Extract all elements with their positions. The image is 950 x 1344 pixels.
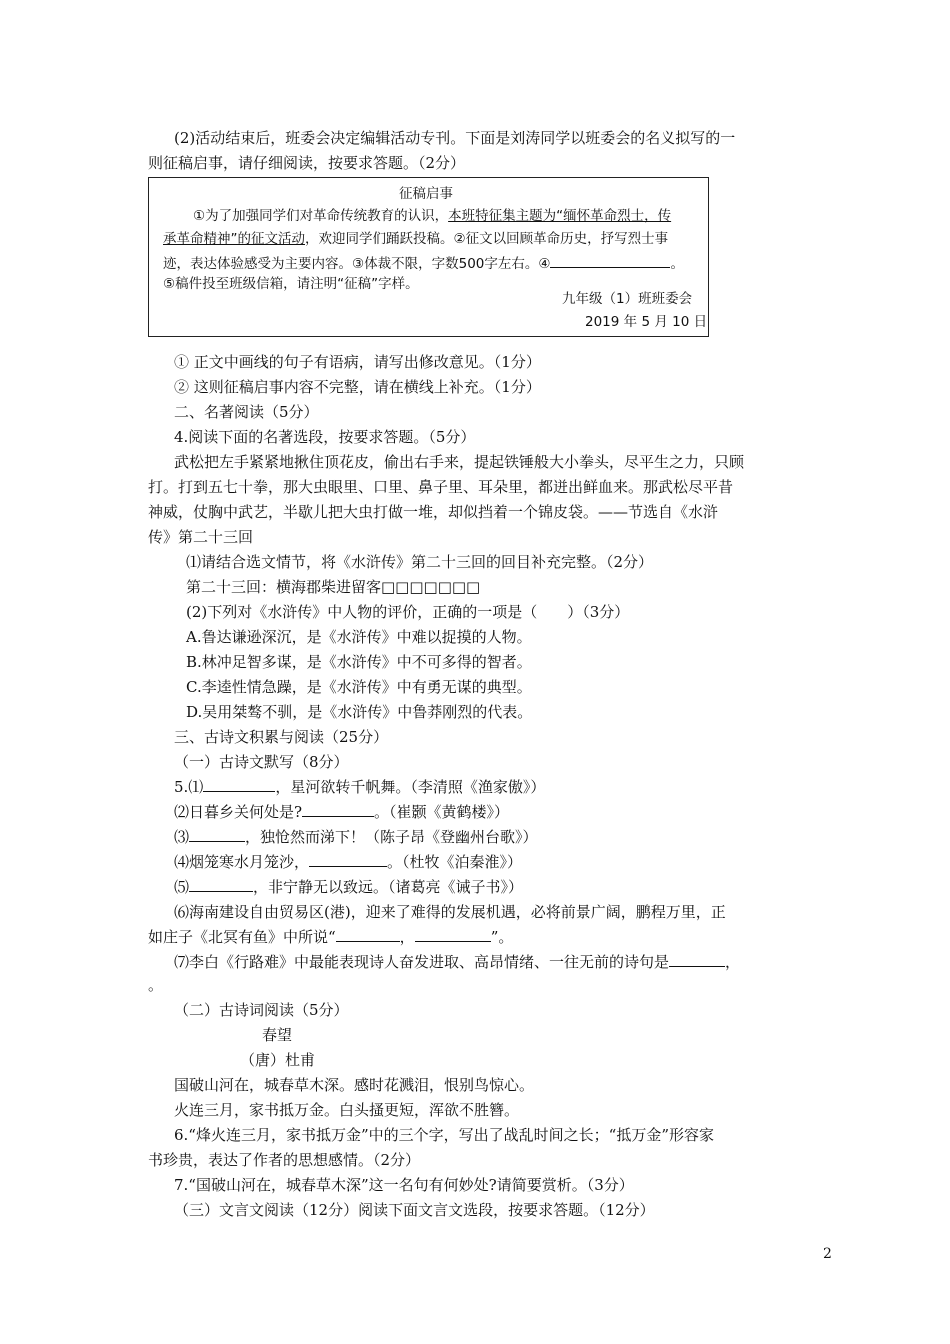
passage-line-2: 打。打到五七十拳，那大虫眼里、口里、鼻子里、耳朵里，都迸出鲜血来。那武松尽平昔 [148,478,734,496]
notice-line-3 [163,253,684,273]
question-6-line-1: 6.“烽火连三月，家书抵万金”中的三个字，写出了战乱时间之长；“抵万金”形容家 [174,1126,714,1144]
q5-part-2-pre: ⑵日暮乡关何处是? [174,803,303,821]
section-2-heading: 二、名著阅读（5分） [174,403,319,421]
q5-part-5-post: ，非宁静无以致远。（诸葛亮《诫子书》） [253,878,524,896]
q5-part-7 [174,952,740,972]
poem-author: （唐）杜甫 [240,1051,316,1069]
notice-blank[interactable] [550,253,670,268]
q5-blank-5[interactable] [189,877,253,892]
passage-line-4: 传》第二十三回 [148,528,254,546]
q5-part-5-pre: ⑸ [174,878,190,896]
q5-part-2 [174,802,509,822]
notice-line-1-plain: ①为了加强同学们对革命传统教育的认识， [193,208,449,224]
q5-part-4 [174,852,522,872]
q5-part-3 [174,827,538,847]
q5-part-7-pre: ⑺李白《行路难》中最能表现诗人奋发进取、高昂情绪、一往无前的诗句是 [174,953,670,971]
notice-title: 征稿启事 [399,186,453,202]
q5-blank-2[interactable] [302,802,374,817]
q5-part-6-line-1: ⑹海南建设自由贸易区(港)，迎来了难得的发展机遇，必将前景广阔，鹏程万里，正 [174,903,726,921]
option-d[interactable]: D.吴用桀骜不驯，是《水浒传》中鲁莽刚烈的代表。 [186,703,533,721]
passage-line-1: 武松把左手紧紧地揪住顶花皮，偷出右手来，提起铁锤般大小拳头，尽平生之力，只顾 [174,453,745,471]
q5-part-7-line-2: 。 [148,976,164,994]
q5-blank-1[interactable] [203,777,275,792]
q5-part-1 [174,777,545,797]
notice-line-1-underlined: 本班特征集主题为“缅怀革命烈士，传 [448,208,672,224]
q5-blank-6a[interactable] [336,927,400,942]
q5-part-3-pre: ⑶ [174,828,190,846]
q5-part-2-post: 。（崔颢《黄鹤楼》） [374,803,510,821]
option-c[interactable]: C.李逵性情急躁，是《水浒传》中有勇无谋的典型。 [186,678,532,696]
question-7: 7.“国破山河在，城春草木深”这一名句有何妙处?请简要赏析。（3分） [174,1176,634,1194]
notice-line-1 [193,207,671,225]
notice-signature: 九年级（1）班班委会 [562,291,693,307]
q5-blank-6b[interactable] [415,927,491,942]
q5-blank-4[interactable] [309,852,387,867]
sub-question-2: ② 这则征稿启事内容不完整，请在横线上补充。（1分） [174,378,541,396]
notice-line-2-plain: ，欢迎同学们踊跃投稿。②征文以回顾革命历史，抒写烈士事 [305,231,669,247]
poem-title: 春望 [262,1026,293,1044]
q5-part-6-line-2 [148,927,513,947]
page-number: 2 [823,1246,832,1262]
q5-part-1-post: ，星河欲转千帆舞。（李清照《渔家傲》） [275,778,546,796]
section-3-heading: 三、古诗文积累与阅读（25分） [174,728,389,746]
notice-line-2-underlined: 承革命精神”的征文活动 [163,231,305,247]
notice-box [148,177,709,337]
q5-part-4-post: 。（杜牧《泊秦淮》） [387,853,523,871]
q5-blank-3[interactable] [189,827,245,842]
question-6-line-2: 书珍贵，表达了作者的思想感情。（2分） [148,1151,421,1169]
option-a[interactable]: A.鲁达谦逊深沉，是《水浒传》中难以捉摸的人物。 [186,628,532,646]
question-4: 4.阅读下面的名著选段，按要求答题。（5分） [174,428,476,446]
question-4-1: ⑴请结合选文情节，将《水浒传》第二十三回的回目补充完整。（2分） [186,553,654,571]
poem-line-1: 国破山河在，城春草木深。感时花溅泪，恨别鸟惊心。 [174,1076,535,1094]
sub-question-1: ① 正文中画线的句子有语病，请写出修改意见。（1分） [174,353,541,371]
q5-part-6-l2b: ， [399,928,415,946]
q5-part-6-l2c: ”。 [490,928,514,946]
notice-line-3-end: 。 [670,256,684,272]
question-4-2: (2)下列对《水浒传》中人物的评价，正确的一项是（ ）（3分） [186,603,630,621]
q5-part-6-l2a: 如庄子《北冥有鱼》中所说“ [148,928,336,946]
q5-part-5 [174,877,523,897]
notice-date: 2019 年 5 月 10 日 [585,314,708,330]
question-2-line-2: 则征稿启事，请仔细阅读，按要求答题。（2分） [148,154,466,172]
q5-part-1-pre: 5.⑴ [174,778,204,796]
option-b[interactable]: B.林冲足智多谋，是《水浒传》中不可多得的智者。 [186,653,532,671]
q5-part-7-post: ， [725,953,741,971]
q5-part-4-pre: ⑷烟笼寒水月笼沙， [174,853,310,871]
q5-blank-7[interactable] [669,952,725,967]
poem-line-2: 火连三月，家书抵万金。白头搔更短，浑欲不胜簪。 [174,1101,520,1119]
q5-part-3-post: ，独怆然而涕下！（陈子昂《登幽州台歌》） [245,828,538,846]
question-4-1-answer[interactable]: 第二十三回：横海郡柴进留客□□□□□□□ [186,578,481,596]
passage-line-3: 神威，仗胸中武艺，半歇儿把大虫打做一堆，却似挡着一个锦皮袋。——节选自《水浒 [148,503,719,521]
section-3-3-heading: （三）文言文阅读（12分）阅读下面文言文选段，按要求答题。（12分） [174,1201,655,1219]
notice-line-4: ⑤稿件投至班级信箱，请注明“征稿”字样。 [163,276,419,292]
question-2-line-1: (2)活动结束后，班委会决定编辑活动专刊。下面是刘涛同学以班委会的名义拟写的一 [174,129,736,147]
notice-line-3-text: 迹，表达体验感受为主要内容。③体裁不限，字数500字左右。④ [163,256,551,272]
section-3-1-heading: （一）古诗文默写（8分） [174,753,349,771]
notice-line-2 [163,230,668,248]
section-3-2-heading: （二）古诗词阅读（5分） [174,1001,349,1019]
